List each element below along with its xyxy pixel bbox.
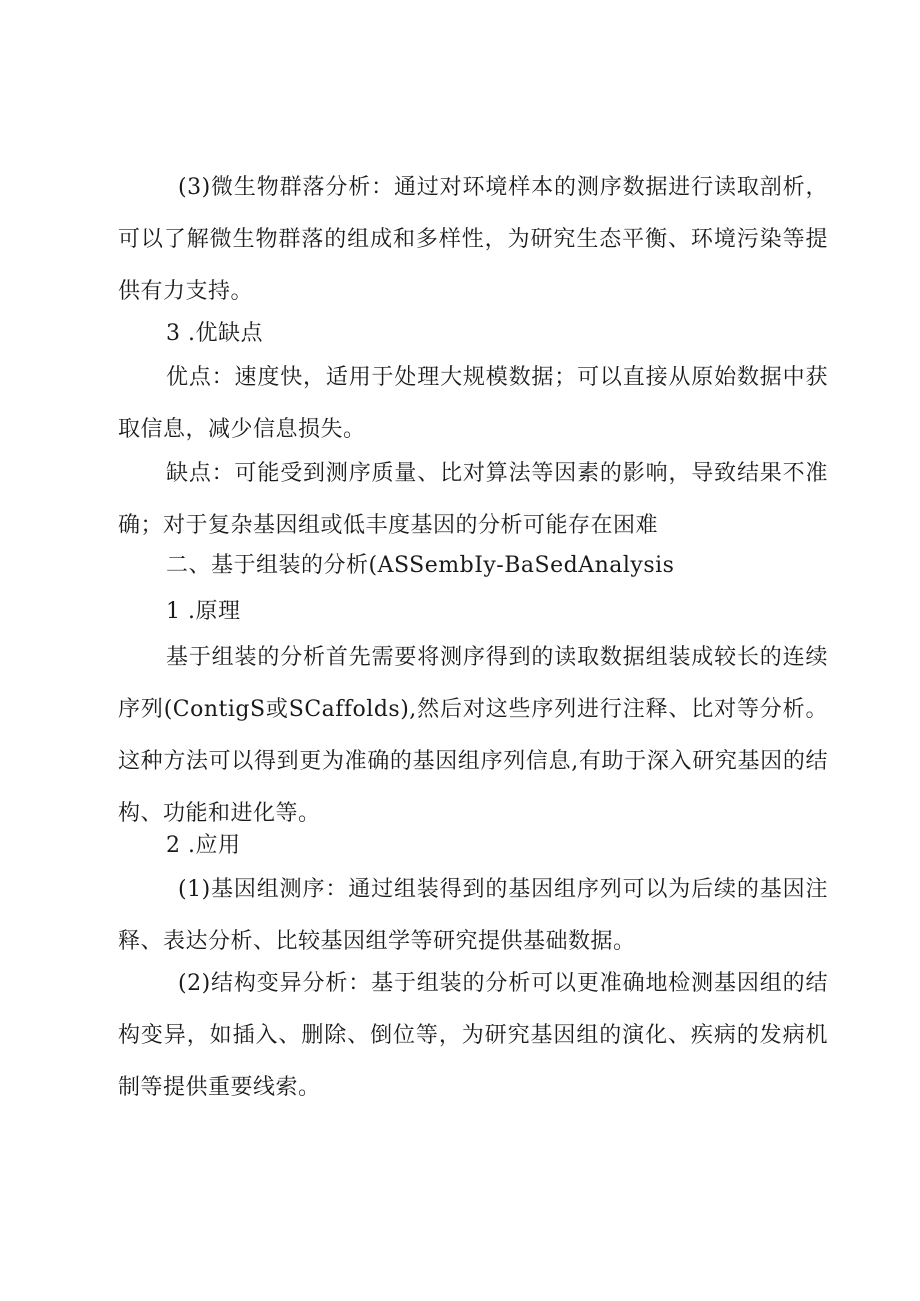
paragraph-structural-variation: (2)结构变异分析：基于组装的分析可以更准确地检测基因组的结构变异，如插入、删除、倒位等，为研究基因组的演化、疾病的发病机制等提供重要线索。 xyxy=(118,971,828,1100)
heading-pros-cons: 3 .优缺点 xyxy=(166,321,263,346)
paragraph-genome-sequencing: (1)基因组测序：通过组装得到的基因组序列可以为后续的基因注释、表达分析、比较基因组学等研究提供基础数据。 xyxy=(118,877,828,954)
heading-application: 2 .应用 xyxy=(166,833,241,858)
paragraph-advantages: 优点：速度快，适用于处理大规模数据；可以直接从原始数据中获取信息，减少信息损失。 xyxy=(118,365,828,442)
paragraph-microbial-community-analysis: (3)微生物群落分析：通过对环境样本的测序数据进行读取剖析，可以了解微生物群落的组成和多样性，为研究生态平衡、环境污染等提供有力支持。 xyxy=(118,175,828,304)
heading-principle: 1 .原理 xyxy=(166,599,241,624)
heading-assembly-based-analysis: 二、基于组装的分析(ASSembIy-BaSedAnalysis xyxy=(166,553,675,578)
paragraph-principle: 基于组装的分析首先需要将测序得到的读取数据组装成较长的连续序列(ContigS或SCaffolds),然后对这些序列进行注释、比对等分析。这种方法可以得到更为准确的基因组序列信息,有助于深入研究基因的结构、功能和进化等。 xyxy=(118,645,828,826)
paragraph-disadvantages: 缺点：可能受到测序质量、比对算法等因素的影响，导致结果不准确；对于复杂基因组或低丰度基因的分析可能存在困难 xyxy=(118,461,828,538)
